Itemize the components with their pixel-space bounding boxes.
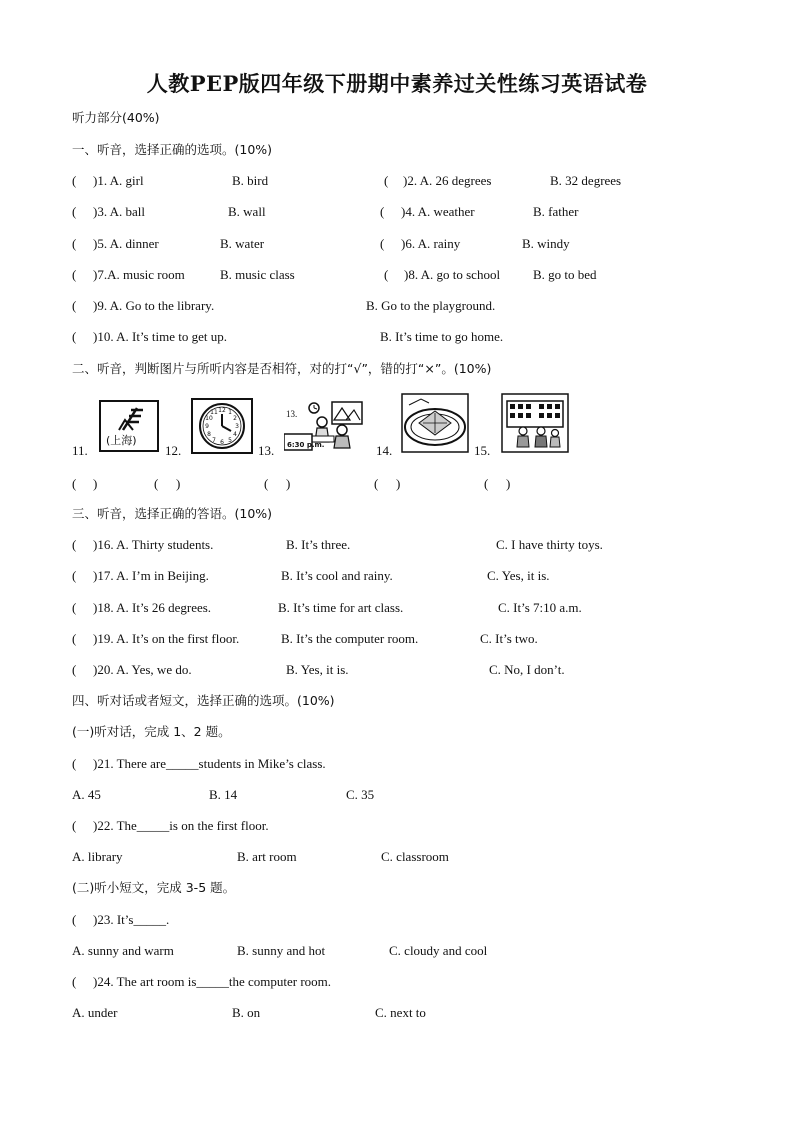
- question-text: )6. A. rainy: [401, 236, 461, 251]
- option-c: C. It’s 7:10 a.m.: [498, 600, 582, 615]
- svg-text:3: 3: [235, 423, 239, 430]
- answer-paren-open[interactable]: (: [72, 600, 77, 615]
- picture-number: 13.: [258, 443, 275, 458]
- section2-heading: 二、听音，判断图片与所听内容是否相符，对的打“√”，错的打“×”。(10%): [72, 361, 492, 376]
- option-b: B. 14: [209, 787, 238, 802]
- answer-paren-open[interactable]: (: [380, 204, 385, 219]
- option-a: A. sunny and warm: [72, 943, 174, 958]
- option-c: C. next to: [375, 1005, 426, 1020]
- svg-text:5: 5: [228, 437, 232, 444]
- option-c: C. classroom: [381, 849, 449, 864]
- svg-text:2: 2: [233, 415, 237, 422]
- answer-paren-open[interactable]: (: [72, 662, 77, 677]
- answer-paren-close: ): [396, 476, 401, 491]
- picture-inner-number: 13.: [286, 409, 298, 419]
- option-c: C. Yes, it is.: [487, 568, 550, 583]
- picture-number: 11.: [72, 443, 88, 458]
- answer-paren-close: ): [286, 476, 291, 491]
- answer-paren-open[interactable]: (: [72, 204, 77, 219]
- shanghai-label: (上海): [106, 434, 137, 447]
- question-text: )7.A. music room: [93, 267, 185, 282]
- option-b: B. sunny and hot: [237, 943, 326, 958]
- option-b: B. go to bed: [533, 267, 597, 282]
- answer-paren-open[interactable]: (: [72, 756, 77, 771]
- option-c: C. No, I don’t.: [489, 662, 565, 677]
- option-c: C. It’s two.: [480, 631, 538, 646]
- answer-paren-open[interactable]: (: [72, 568, 77, 583]
- option-b: B. bird: [232, 173, 269, 188]
- svg-text:6: 6: [220, 439, 224, 446]
- option-a: )16. A. Thirty students.: [93, 537, 214, 552]
- question-text: )24. The art room is_____the computer room.: [93, 974, 332, 989]
- answer-paren-open[interactable]: (: [72, 236, 77, 251]
- time-label: 6:30 p.m.: [287, 441, 325, 449]
- answer-paren-open[interactable]: (: [484, 476, 489, 491]
- answer-paren-open[interactable]: (: [72, 974, 77, 989]
- option-b: B. windy: [522, 236, 570, 251]
- clock-picture: [191, 398, 253, 454]
- picture-number: 15.: [474, 443, 491, 458]
- question-text: )8. A. go to school: [404, 267, 501, 282]
- question-text: )23. It’s_____.: [93, 912, 170, 927]
- option-b: B. It’s cool and rainy.: [281, 568, 393, 583]
- option-b: B. It’s time for art class.: [278, 600, 404, 615]
- option-b: B. 32 degrees: [550, 173, 622, 188]
- option-b: B. Yes, it is.: [286, 662, 349, 677]
- svg-text:9: 9: [205, 423, 209, 430]
- answer-paren-open[interactable]: (: [374, 476, 379, 491]
- answer-paren-open[interactable]: (: [72, 329, 77, 344]
- picture-number: 14.: [376, 443, 393, 458]
- question-text: )3. A. ball: [93, 204, 145, 219]
- question-text: )21. There are_____students in Mike’s class.: [93, 756, 326, 771]
- option-b: B. music class: [220, 267, 295, 282]
- svg-text:10: 10: [205, 415, 213, 422]
- svg-text:8: 8: [207, 431, 211, 438]
- section4-sub1: (一)听对话，完成 1、2 题。: [72, 724, 231, 739]
- answer-paren-open[interactable]: (: [72, 818, 77, 833]
- picture-number: 12.: [165, 443, 182, 458]
- listening-part-label: 听力部分(40%): [72, 110, 160, 125]
- question-text: )22. The_____is on the first floor.: [93, 818, 269, 833]
- answer-paren-open[interactable]: (: [154, 476, 159, 491]
- playground-picture: [401, 393, 469, 453]
- option-a: )20. A. Yes, we do.: [93, 662, 192, 677]
- answer-paren-open[interactable]: (: [72, 476, 77, 491]
- option-b: B. art room: [237, 849, 297, 864]
- question-text: )10. A. It’s time to get up.: [93, 329, 227, 344]
- option-a: A. library: [72, 849, 123, 864]
- answer-paren-open[interactable]: (: [384, 173, 389, 188]
- svg-text:11: 11: [210, 409, 218, 416]
- answer-paren-open[interactable]: (: [72, 631, 77, 646]
- answer-paren-open[interactable]: (: [264, 476, 269, 491]
- option-b: B. It’s the computer room.: [281, 631, 419, 646]
- option-a: )19. A. It’s on the first floor.: [93, 631, 240, 646]
- option-b: B. Go to the playground.: [366, 298, 496, 313]
- option-a: A. 45: [72, 787, 101, 802]
- answer-paren-open[interactable]: (: [72, 298, 77, 313]
- answer-paren-open[interactable]: (: [384, 267, 389, 282]
- section4-heading: 四、听对话或者短文，选择正确的选项。(10%): [72, 693, 335, 708]
- option-c: C. cloudy and cool: [389, 943, 488, 958]
- school-building-picture: [501, 393, 569, 453]
- option-b: B. wall: [228, 204, 266, 219]
- question-text: )2. A. 26 degrees: [403, 173, 492, 188]
- option-a: )18. A. It’s 26 degrees.: [93, 600, 212, 615]
- svg-text:7: 7: [212, 437, 216, 444]
- option-b: B. on: [232, 1005, 261, 1020]
- svg-text:1: 1: [228, 409, 232, 416]
- question-text: )5. A. dinner: [93, 236, 159, 251]
- question-text: )1. A. girl: [93, 173, 144, 188]
- answer-paren-open[interactable]: (: [72, 267, 77, 282]
- answer-paren-open[interactable]: (: [380, 236, 385, 251]
- section1-heading: 一、听音，选择正确的选项。(10%): [72, 142, 273, 157]
- question-text: )4. A. weather: [401, 204, 475, 219]
- answer-paren-close: ): [506, 476, 511, 491]
- answer-paren-close: ): [176, 476, 181, 491]
- option-c: C. 35: [346, 787, 375, 802]
- section3-heading: 三、听音，选择正确的答语。(10%): [72, 506, 273, 521]
- section4-sub2: (二)听小短文，完成 3-5 题。: [72, 880, 236, 895]
- option-a: )17. A. I’m in Beijing.: [93, 568, 209, 583]
- question-text: )9. A. Go to the library.: [93, 298, 215, 313]
- answer-paren-open[interactable]: (: [72, 173, 77, 188]
- option-b: B. water: [220, 236, 265, 251]
- option-b: B. father: [533, 204, 579, 219]
- svg-text:4: 4: [233, 431, 237, 438]
- answer-paren-close: ): [93, 476, 98, 491]
- page-title: 人教PEP版四年级下册期中素养过关性练习英语试卷: [146, 71, 648, 96]
- answer-paren-open[interactable]: (: [72, 537, 77, 552]
- option-b: B. It’s three.: [286, 537, 351, 552]
- option-c: C. I have thirty toys.: [496, 537, 603, 552]
- svg-text:12: 12: [218, 407, 226, 414]
- option-a: A. under: [72, 1005, 118, 1020]
- option-b: B. It’s time to go home.: [380, 329, 504, 344]
- answer-paren-open[interactable]: (: [72, 912, 77, 927]
